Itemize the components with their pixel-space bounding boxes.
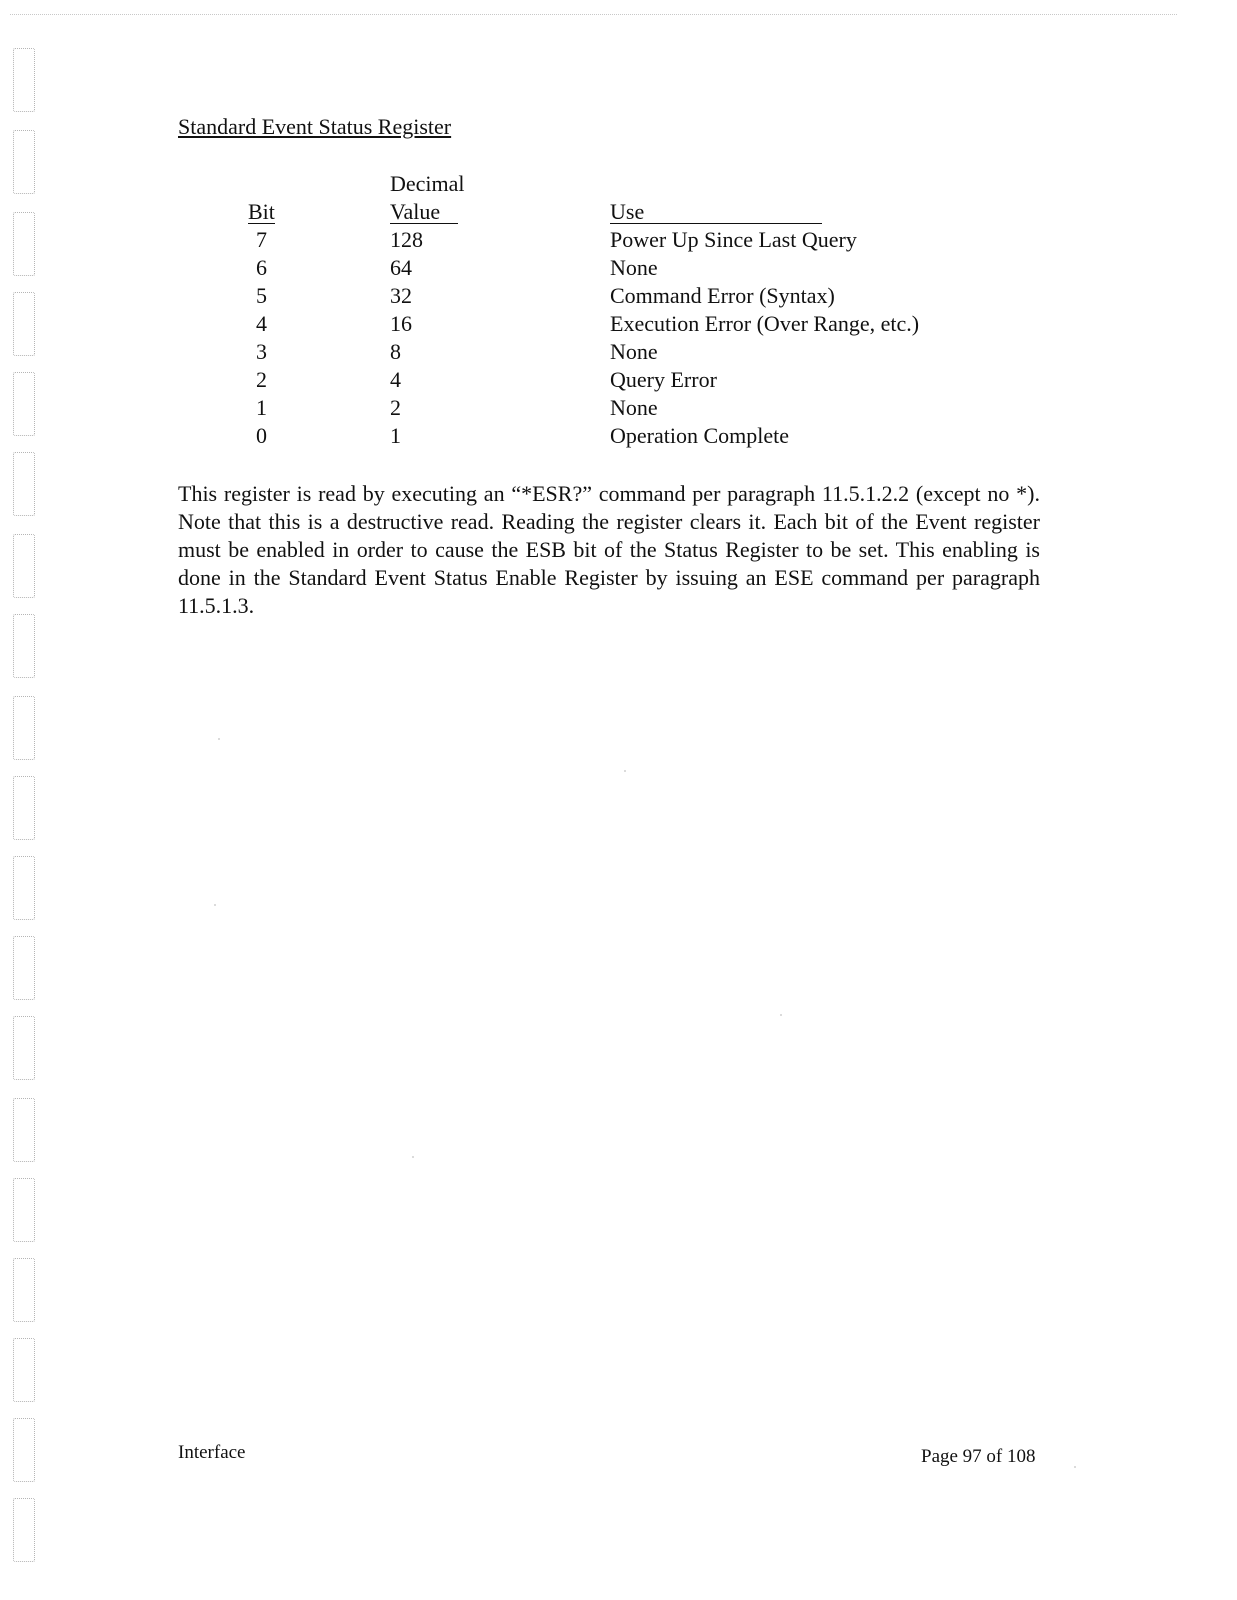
cell-bit: 7 xyxy=(256,227,267,252)
register-bit-table xyxy=(240,170,1030,450)
cell-use: None xyxy=(610,395,658,420)
cell-bit: 3 xyxy=(256,339,267,364)
footer-section-name: Interface xyxy=(178,1442,246,1463)
cell-bit: 0 xyxy=(256,423,267,448)
table-row xyxy=(240,394,1030,422)
header-use: Use xyxy=(610,201,822,224)
punch-hole xyxy=(13,1498,35,1562)
cell-value: 1 xyxy=(390,423,401,448)
punch-hole xyxy=(13,1016,35,1080)
cell-bit: 2 xyxy=(256,367,267,392)
punch-hole xyxy=(13,212,35,276)
scan-speck xyxy=(780,1014,782,1016)
header-value-line2: Value xyxy=(390,201,458,224)
cell-value: 32 xyxy=(390,283,412,308)
punch-hole xyxy=(13,1258,35,1322)
cell-value: 128 xyxy=(390,227,423,252)
punch-hole xyxy=(13,48,35,112)
scan-speck xyxy=(218,738,220,740)
cell-use: None xyxy=(610,255,658,280)
cell-use: Command Error (Syntax) xyxy=(610,283,835,308)
cell-use: Execution Error (Over Range, etc.) xyxy=(610,311,920,336)
punch-hole xyxy=(13,1098,35,1162)
cell-bit: 6 xyxy=(256,255,267,280)
table-header-row-1 xyxy=(240,170,1030,198)
punch-hole xyxy=(13,534,35,598)
cell-use: Query Error xyxy=(610,367,717,392)
scan-speck xyxy=(624,770,626,772)
punch-hole xyxy=(13,292,35,356)
header-bit: Bit xyxy=(248,199,275,224)
body-paragraph: This register is read by executing an “*ESR?” command per paragraph 11.5.1.2.2 (except no *). Note that this is a destructive read. Reading the register clears it. Each bit of the Event register must be enabled in order to cause the ESB bit of the Status Register to be set. This enabling is done in the Standard Event Status Enable Register by issuing an ESE command per paragraph 11.5.1.3. xyxy=(178,481,1040,618)
punch-hole xyxy=(13,776,35,840)
punch-hole xyxy=(13,696,35,760)
punch-hole xyxy=(13,856,35,920)
punch-hole xyxy=(13,1418,35,1482)
scan-speck xyxy=(214,904,216,906)
cell-bit: 1 xyxy=(256,395,267,420)
punch-hole xyxy=(13,130,35,194)
cell-use: Operation Complete xyxy=(610,423,790,448)
cell-value: 64 xyxy=(390,255,412,280)
punch-hole xyxy=(13,614,35,678)
punch-hole xyxy=(13,1338,35,1402)
table-row xyxy=(240,282,1030,310)
scan-speck xyxy=(1074,1466,1076,1468)
punch-hole xyxy=(13,1178,35,1242)
punch-hole xyxy=(13,372,35,436)
cell-bit: 4 xyxy=(256,311,267,336)
scan-speck xyxy=(412,1156,414,1158)
footer-page-number: Page 97 of 108 xyxy=(921,1446,1036,1467)
table-row xyxy=(240,422,1030,450)
table-row xyxy=(240,366,1030,394)
table-row xyxy=(240,310,1030,338)
cell-value: 8 xyxy=(390,339,401,364)
cell-bit: 5 xyxy=(256,283,267,308)
table-row xyxy=(240,226,1030,254)
punch-hole xyxy=(13,936,35,1000)
cell-value: 16 xyxy=(390,311,412,336)
binder-punch-strip xyxy=(13,40,37,1570)
section-title: Standard Event Status Register xyxy=(178,114,452,139)
cell-value: 2 xyxy=(390,395,401,420)
scan-top-rule xyxy=(10,14,1177,15)
table-row xyxy=(240,338,1030,366)
cell-value: 4 xyxy=(390,367,401,392)
header-value-line1: Decimal xyxy=(390,171,465,196)
punch-hole xyxy=(13,452,35,516)
table-row xyxy=(240,254,1030,282)
table-header-row-2 xyxy=(240,198,1030,226)
cell-use: None xyxy=(610,339,658,364)
cell-use: Power Up Since Last Query xyxy=(610,227,857,252)
